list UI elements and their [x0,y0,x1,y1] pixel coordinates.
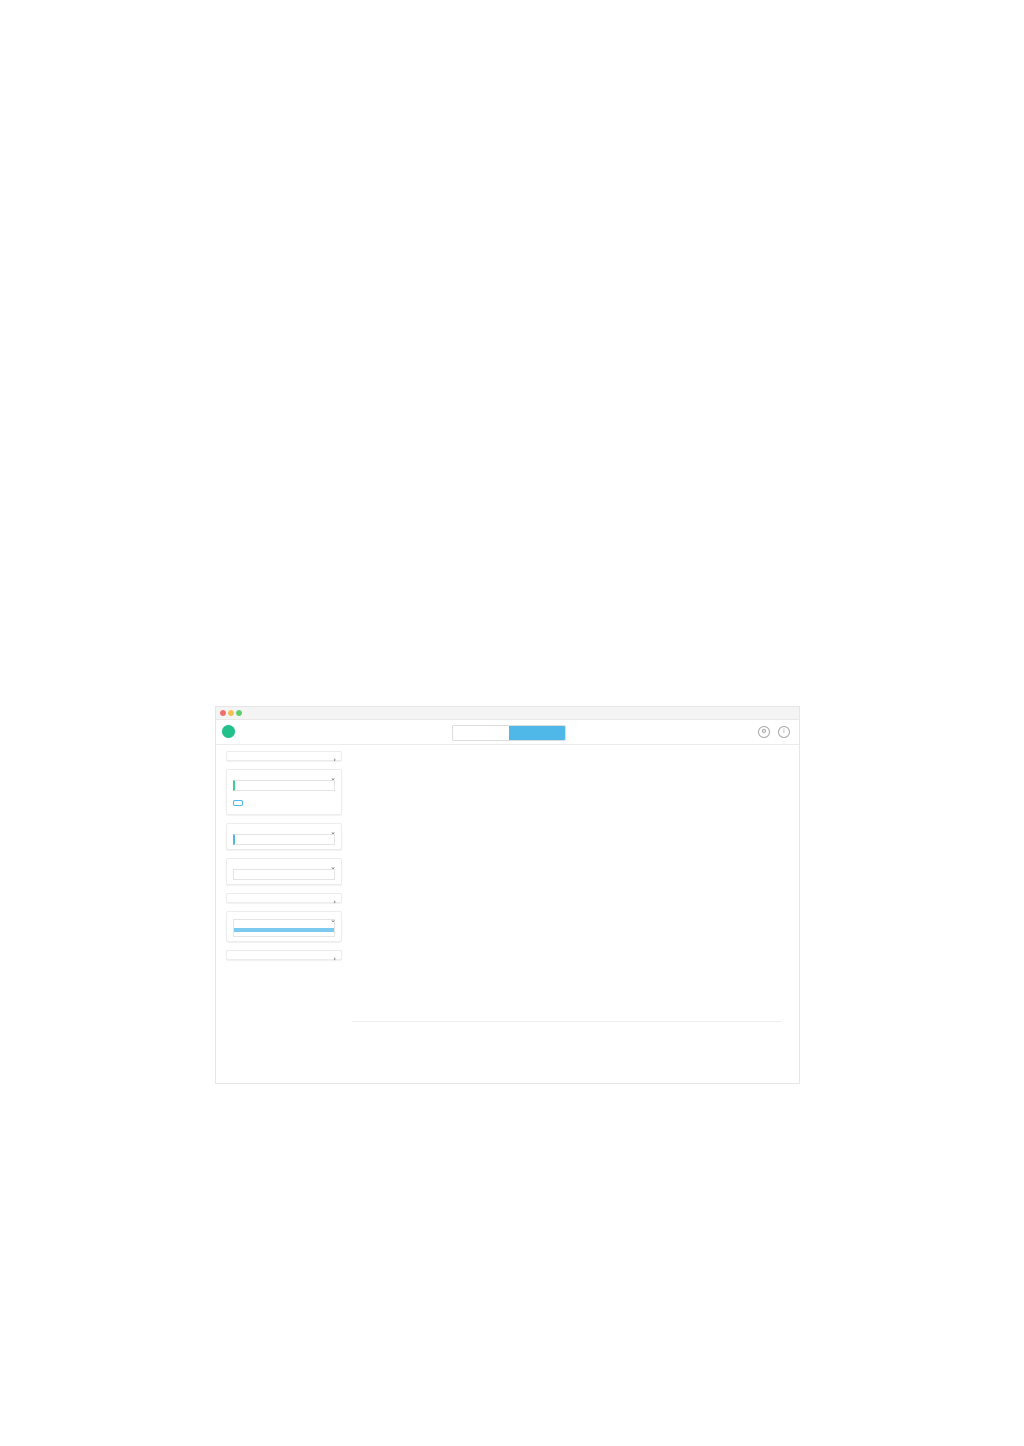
date-range-select [233,869,335,880]
chevron-down-icon: ⌄ [330,863,336,871]
chevron-down-icon: ⌄ [330,774,336,782]
chevron-right-icon: › [333,756,336,764]
slice-dropdown [233,919,335,937]
gear-icon: ⚙ [758,726,770,738]
logo-icon [222,725,235,738]
browser-url-bar [216,707,799,720]
chevron-right-icon: › [333,898,336,906]
chart-sidebar [226,751,342,968]
data-table [352,1021,782,1084]
close-dot-icon [220,710,226,716]
panel-date-range [226,858,342,885]
grouping-row [233,834,335,845]
minimize-dot-icon [228,710,234,716]
section-challenge-2 [124,122,898,149]
tab-chart [509,726,565,740]
chevron-down-icon: ⌄ [330,916,336,924]
info-icon: i [778,726,790,738]
maximize-dot-icon [236,710,242,716]
add-value-button [233,800,243,806]
tab-data [453,726,509,740]
values-row [233,780,335,791]
chevron-down-icon: ⌄ [330,828,336,836]
chart-area [356,751,796,1021]
app-screenshot [215,706,800,1084]
panel-slice [226,911,342,942]
panel-chart-type [226,751,342,764]
slice-option [234,932,334,936]
view-toggle [452,725,566,741]
app-header [216,720,799,745]
panel-sort-limit [226,950,342,963]
chevron-right-icon: › [333,955,336,963]
bar-chart [356,795,796,1021]
panel-values [226,769,342,815]
panel-filter [226,893,342,906]
panel-grouping [226,823,342,850]
